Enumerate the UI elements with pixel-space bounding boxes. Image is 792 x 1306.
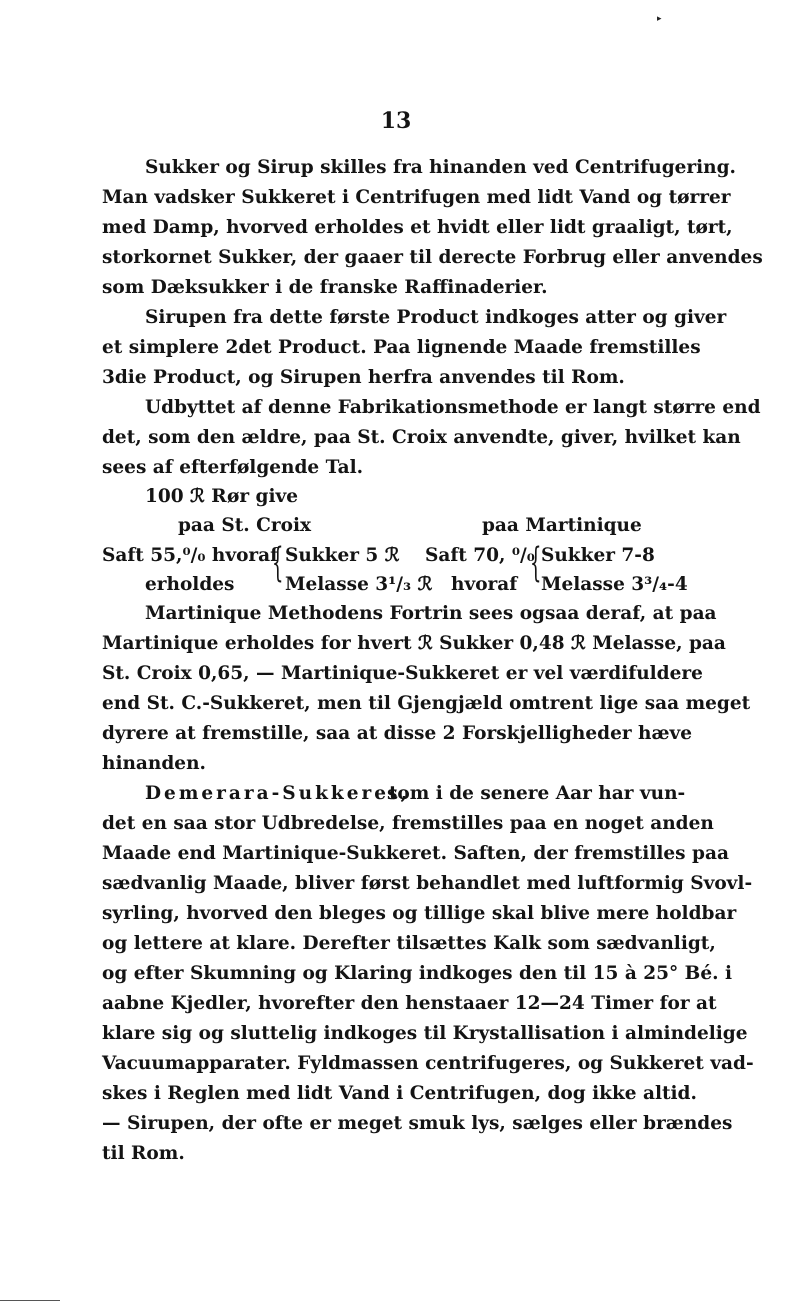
text-line: det, som den ældre, paa St. Croix anvendte, giver, hvilket kan [102,427,741,448]
text-line: Udbyttet af denne Fabrikationsmethode er langt større end [145,397,761,418]
text-line: sees af efterfølgende Tal. [102,457,364,478]
text-line: hinanden. [102,753,206,774]
text-line: med Damp, hvorved erholdes et hvidt eller lidt graaligt, tørt, [102,217,733,238]
corner-mark: ▸ [657,14,662,24]
text-line: Man vadsker Sukkeret i Centrifugen med lidt Vand og tørrer [102,187,731,208]
text-line-lead: Demerara-Sukkeret, [145,783,411,804]
text-line: til Rom. [102,1143,185,1164]
text-line: end St. C.-Sukkeret, men til Gjengjæld omtrent lige saa meget [102,693,751,714]
text-line: St. Croix 0,65, — Martinique-Sukkeret er vel værdifuldere [102,663,703,684]
text-line: Vacuumapparater. Fyldmassen centrifugeres, og Sukkeret vad- [102,1053,754,1074]
text-line: storkornet Sukker, der gaaer til derecte Forbrug eller anvendes [102,247,763,268]
table-row2-left-value: Melasse 3¹/₃ ℛ [285,574,433,595]
table-row2-right-value: Melasse 3³/₄-4 [541,574,688,595]
text-line: 3die Product, og Sirupen herfra anvendes til Rom. [102,367,625,388]
brace-left: { [272,540,284,586]
text-line: Sukker og Sirup skilles fra hinanden ved Centrifugering. [145,157,736,178]
text-line: Martinique Methodens Fortrin sees ogsaa deraf, at paa [145,603,717,624]
text-line: Martinique erholdes for hvert ℛ Sukker 0,48 ℛ Melasse, paa [102,633,726,654]
table-row1-right-label: Saft 70, ⁰/₀ [425,545,535,566]
text-line: sædvanlig Maade, bliver først behandlet med luftformig Svovl- [102,873,753,894]
table-row1-left-label: Saft 55,⁰/₀ hvoraf [102,545,279,566]
table-intro: 100 ℛ Rør give [145,486,298,507]
table-row1-left-value: Sukker 5 ℛ [285,545,400,566]
text-line: Maade end Martinique-Sukkeret. Saften, der fremstilles paa [102,843,729,864]
text-line: som i de senere Aar har vun- [387,783,686,804]
brace-right: { [530,540,542,586]
text-line: aabne Kjedler, hvorefter den henstaaer 12—24 Timer for at [102,993,717,1014]
text-line: og efter Skumning og Klaring indkoges den til 15 à 25° Bé. i [102,963,733,984]
text-line: klare sig og sluttelig indkoges til Krystallisation i almindelige [102,1023,748,1044]
bottom-rule [0,1300,60,1301]
text-line: og lettere at klare. Derefter tilsættes Kalk som sædvanligt, [102,933,716,954]
table-row1-right-value: Sukker 7-8 [541,545,655,566]
text-line: som Dæksukker i de franske Raffinaderier. [102,277,548,298]
text-line: et simplere 2det Product. Paa lignende Maade fremstilles [102,337,701,358]
text-line: dyrere at fremstille, saa at disse 2 Forskjelligheder hæve [102,723,693,744]
table-col-head-st-croix: paa St. Croix [178,515,312,536]
text-line: — Sirupen, der ofte er meget smuk lys, sælges eller brændes [102,1113,733,1134]
text-line: det en saa stor Udbredelse, fremstilles paa en noget anden [102,813,714,834]
page-number: 13 [380,108,412,134]
table-row2-left-label: erholdes [145,574,235,595]
table-row2-right-label: hvoraf [451,574,518,595]
table-col-head-martinique: paa Martinique [482,515,642,536]
text-line: syrling, hvorved den bleges og tillige skal blive mere holdbar [102,903,737,924]
text-line: skes i Reglen med lidt Vand i Centrifugen, dog ikke altid. [102,1083,697,1104]
text-line: Sirupen fra dette første Product indkoges atter og giver [145,307,727,328]
